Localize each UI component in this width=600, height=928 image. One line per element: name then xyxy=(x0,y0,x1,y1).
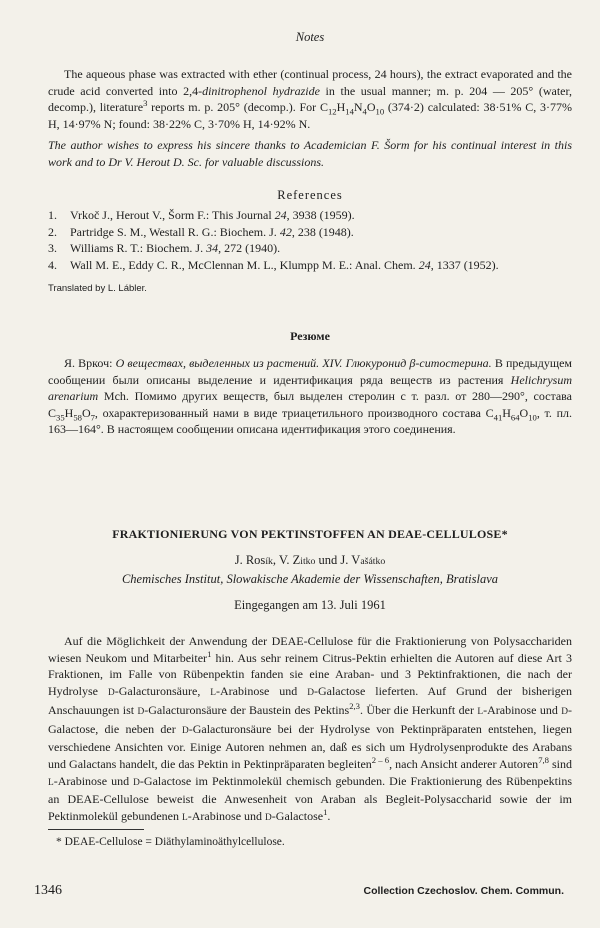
article-title: FRAKTIONIERUNG VON PEKTINSTOFFEN AN DEAE-CELLULOSE* xyxy=(112,527,508,541)
journal-name: Collection Czechoslov. Chem. Commun. xyxy=(363,885,564,897)
acknowledgement: The author wishes to express his sincere thanks to Academician F. Šorm for his continual interest in this work and to Dr V. Herout D. Sc. for valuable discussions. xyxy=(48,138,572,169)
references-heading: References xyxy=(277,188,343,202)
article-body: Auf die Möglichkeit der Anwendung der DEAE-Cellulose für die Fraktionierung von Polysacchariden wiesen Neukom und Mitarbeiter$^1$ hin. Aus sehr reinem Citrus-Pektin erhielten die Autoren auf diese Art 3 Fraktionen, im Falle von Rübenpektin fanden sie eine Araban- und 3 Pektinfraktionen, die nach der Hydrolyse D-Galacturonsäure, L-Arabinose und D-Galactose lieferten. Auf Grund der bisherigen Anschauungen ist D-Galacturonsäure der Baustein des Pektins$^{2,3}$. Über die Herkunft der L-Arabinose und D-Galactose, die neben der D-Galacturonsäure bei der Hydrolyse von Pektinpräparaten entstehen, liegen verschiedene Ansichten vor. Einige Autoren nehmen an, daß es sich um Hydrolysenprodukte des Arabans und Galactans handelt, die das Pektin in Pektinpräparaten begleiten$^{2 - 6}$, nach Ansicht anderer Autoren$^{7,8}$ sind L-Arabinose und D-Galactose im Pektinmolekül chemisch gebunden. Die Fraktionierung des Rübenpektins an DEAE-Cellulose beweist die Anwesenheit von Araban als Begleit-Polysaccharid sowie der im Pektinmolekül gebundenen L-Arabinose und D-Galactose$^1$. xyxy=(48,634,573,824)
resume-paragraph: Я. Вркоч: О веществах, выделенных из растений. XIV. Глюкуронид β-ситостерина. В предыдущем сообщении были описаны выделение и идентификация ряда веществ из растения Helichrysum arenarium Mch. Помимо других веществ, был выделен стеролин с т. разл. от 280—290°, состава $C_{35}H_{58}O_7$, охарактеризованный нами в виде триацетильного производного состава $C_{41}H_{64}O_{10}$, т. пл. 163—164°. В настоящем сообщении описана идентификация этого соединения. xyxy=(48,356,572,436)
article-authors: J. Rosík, V. Zitko und J. Vašátko xyxy=(234,553,386,567)
footnote-divider xyxy=(48,829,144,830)
reference-item: 3. Williams R. T.: Biochem. J. 34, 272 (1940). xyxy=(48,241,281,256)
translator-credit: Translated by L. Lábler. xyxy=(48,283,147,294)
reference-item: 2. Partridge S. M., Westall R. G.: Biochem. J. 42, 238 (1948). xyxy=(48,224,354,239)
reference-item: 1. Vrkoč J., Herout V., Šorm F.: This Journal 24, 3938 (1959). xyxy=(48,208,355,222)
reference-item: 4. Wall M. E., Eddy C. R., McClennan M. L., Klumpp M. E.: Anal. Chem. 24, 1337 (1952). xyxy=(48,257,499,272)
footnote: * DEAE-Cellulose = Diäthylaminoäthylcellulose. xyxy=(56,836,285,848)
article-institution: Chemisches Institut, Slowakische Akademie der Wissenschaften, Bratislava xyxy=(121,572,499,586)
received-date: Eingegangen am 13. Juli 1961 xyxy=(234,598,386,612)
page-number: 1346 xyxy=(34,883,62,898)
running-header: Notes xyxy=(295,30,325,44)
experimental-paragraph: The aqueous phase was extracted with ether (continual process, 24 hours), the extract evaporated and the crude acid converted into 2,4-dinitrophenol hydrazide in the usual manner; m. p. 204 — 205° (water, decomp.), literature$^3$ reports m. p. 205° (decomp.). For $C_{12}H_{14}N_4O_{10}$ (374·2) calculated: 38·51% C, 3·77% H, 14·97% N; found: 38·22% C, 3·70% H, 14·92% N. xyxy=(48,67,573,132)
reference-list xyxy=(48,207,572,273)
resume-heading: Резюме xyxy=(290,329,330,343)
